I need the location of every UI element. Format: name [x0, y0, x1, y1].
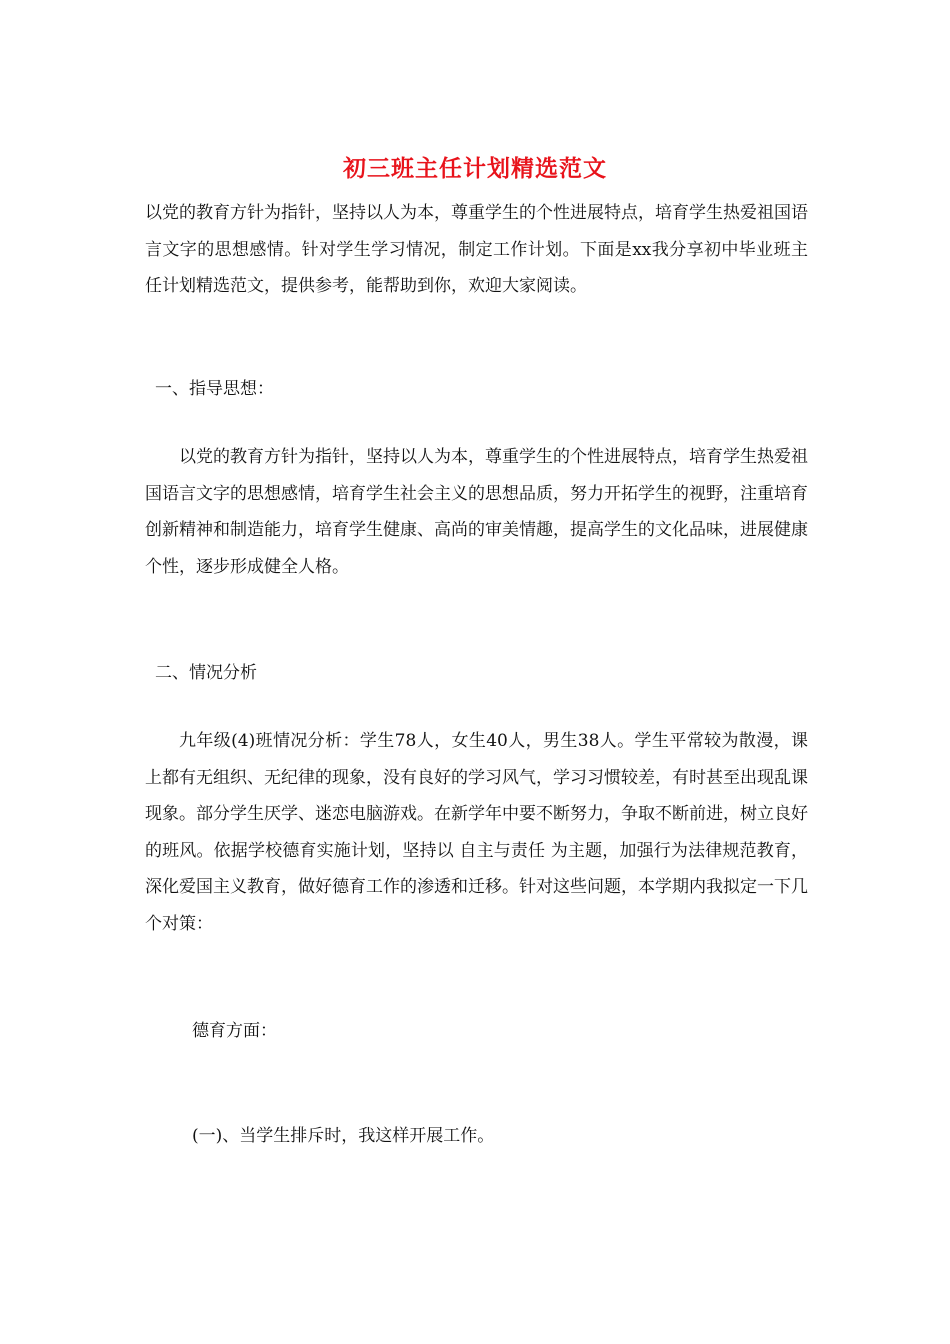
moral-education-heading: 德育方面： — [192, 1021, 277, 1041]
document-title: 初三班主任计划精选范文 — [343, 155, 607, 182]
intro-paragraph: 以党的教育方针为指针，坚持以人为本，尊重学生的个性进展特点，培育学生热爱祖国语言文字的思想感情。针对学生学习情况，制定工作计划。下面是xx我分享初中毕业班主任计划精选范文，提供参考，能帮助到你，欢迎大家阅读。 — [145, 203, 808, 296]
section2-body: 九年级(4)班情况分析：学生78人，女生40人，男生38人。学生平常较为散漫，课上都有无组织、无纪律的现象，没有良好的学习风气，学习习惯较差，有时甚至出现乱课现象。部分学生厌学、迷恋电脑游戏。在新学年中要不断努力，争取不断前进，树立良好的班风。依据学校德育实施计划，坚持以 自主与责任 为主题，加强行为法律规范教育，深化爱国主义教育，做好德育工作的渗透和迁移。针对这些问题，本学期内我拟定一下几个对策： — [145, 731, 808, 934]
item-1: (一)、当学生排斥时，我这样开展工作。 — [192, 1126, 495, 1146]
section1-body: 以党的教育方针为指针，坚持以人为本，尊重学生的个性进展特点，培育学生热爱祖国语言文字的思想感情，培育学生社会主义的思想品质，努力开拓学生的视野，注重培育创新精神和制造能力，培育学生健康、高尚的审美情趣，提高学生的文化品味，进展健康个性，逐步形成健全人格。 — [145, 447, 808, 577]
section1-heading: 一、指导思想： — [155, 379, 274, 399]
section2-heading: 二、情况分析 — [155, 663, 257, 683]
